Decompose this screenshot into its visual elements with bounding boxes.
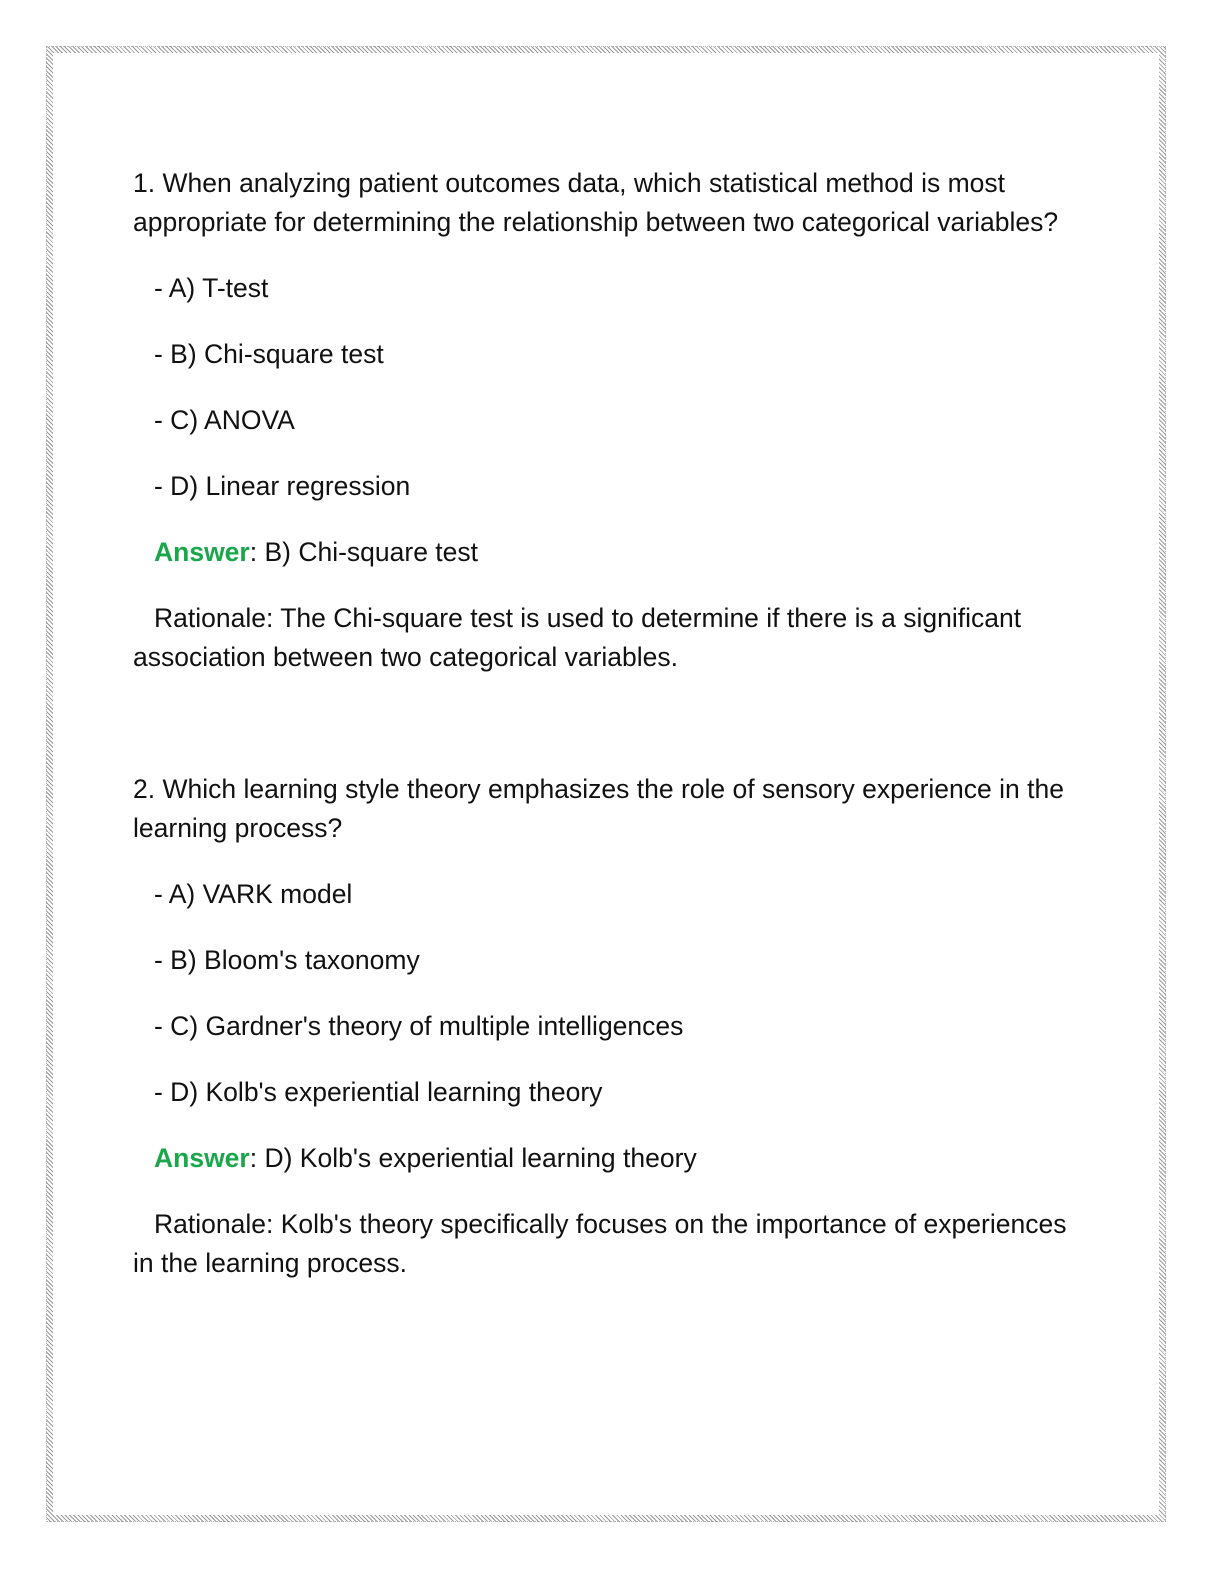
question-number: 2. <box>133 774 156 804</box>
option-d: - D) Kolb's experiential learning theory <box>154 1077 603 1107</box>
answer-line <box>133 1139 1093 1178</box>
question-stem: When analyzing patient outcomes data, which statistical method is most appropriate for determining the relationship between two categorical variables? <box>133 168 1059 237</box>
question-stem: Which learning style theory emphasizes the role of sensory experience in the learning process? <box>133 774 1064 843</box>
question-number: 1. <box>133 168 156 198</box>
rationale-text: Rationale: Kolb's theory specifically focuses on the importance of experiences in the learning process. <box>133 1209 1067 1278</box>
answer-value: : D) Kolb's experiential learning theory <box>249 1143 697 1173</box>
document-content <box>133 164 1093 1283</box>
option-d: - D) Linear regression <box>154 471 411 501</box>
answer-label: Answer <box>154 537 250 567</box>
question-block-2 <box>133 770 1093 1283</box>
option-b: - B) Bloom's taxonomy <box>154 945 420 975</box>
answer-label: Answer <box>154 1143 250 1173</box>
option-c: - C) ANOVA <box>154 405 295 435</box>
option-c: - C) Gardner's theory of multiple intelligences <box>154 1011 684 1041</box>
rationale-text: Rationale: The Chi-square test is used to determine if there is a significant association between two categorical variables. <box>133 603 1022 672</box>
question-text <box>133 164 1093 242</box>
question-text <box>133 770 1093 848</box>
option-b: - B) Chi-square test <box>154 339 384 369</box>
question-block-1 <box>133 164 1093 677</box>
option-a: - A) T-test <box>154 273 269 303</box>
answer-value: : B) Chi-square test <box>249 537 479 567</box>
option-a: - A) VARK model <box>154 879 353 909</box>
answer-line <box>133 533 1093 572</box>
